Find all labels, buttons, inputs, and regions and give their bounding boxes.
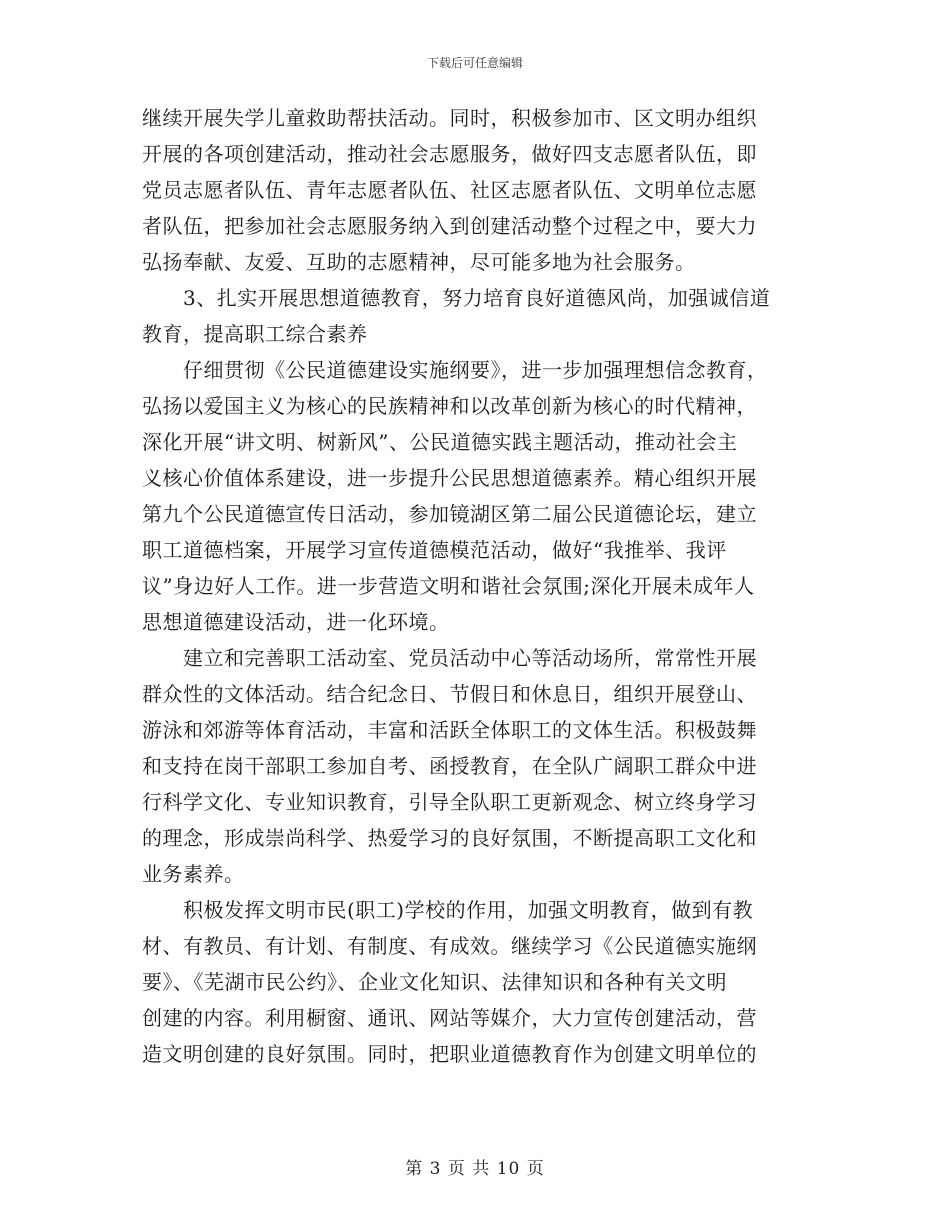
text-line: 3、扎实开展思想道德教育，努力培育良好道德风尚，加强诚信道 bbox=[142, 286, 771, 310]
text-line: 游泳和郊游等体育活动，丰富和活跃全体职工的文体生活。积极鼓舞 bbox=[142, 718, 757, 742]
text-line: 创建的内容。利用橱窗、通讯、网站等媒介，大力宣传创建活动，营 bbox=[142, 1006, 757, 1030]
text-line: 材、有教员、有计划、有制度、有成效。继续学习《公民道德实施纲 bbox=[142, 934, 757, 958]
text-line: 教育，提高职工综合素养 bbox=[142, 322, 368, 346]
text-line: 思想道德建设活动，进一化环境。 bbox=[142, 610, 450, 634]
header-note: 下载后可任意编辑 bbox=[426, 56, 523, 70]
text-line: 开展的各项创建活动，推动社会志愿服务，做好四支志愿者队伍，即 bbox=[142, 142, 757, 166]
text-line: 继续开展失学儿童救助帮扶活动。同时，积极参加市、区文明办组织 bbox=[142, 106, 757, 130]
text-line: 要》、《芜湖市民公约》、企业文化知识、法律知识和各种有关文明 bbox=[142, 970, 727, 994]
text-line: 群众性的文体活动。结合纪念日、节假日和休息日，组织开展登山、 bbox=[142, 682, 757, 706]
page-number-footer: 第 3 页 共 10 页 bbox=[405, 1159, 545, 1179]
text-line: 建立和完善职工活动室、党员活动中心等活动场所，常常性开展 bbox=[142, 646, 757, 670]
text-line: 议”身边好人工作。进一步营造文明和谐社会氛围;深化开展未成年人 bbox=[142, 574, 755, 598]
text-line: 造文明创建的良好氛围。同时，把职业道德教育作为创建文明单位的 bbox=[142, 1042, 757, 1066]
text-line: 深化开展“讲文明、树新风”、公民道德实践主题活动，推动社会主 bbox=[142, 430, 738, 454]
text-line: 职工道德档案，开展学习宣传道德模范活动，做好“我推举、我评 bbox=[142, 538, 727, 562]
text-line: 仔细贯彻《公民道德建设实施纲要》，进一步加强理想信念教育， bbox=[142, 358, 768, 382]
text-line: 第九个公民道德宣传日活动，参加镜湖区第二届公民道德论坛，建立 bbox=[142, 502, 757, 526]
text-line: 行科学文化、专业知识教育，引导全队职工更新观念、树立终身学习 bbox=[142, 790, 757, 814]
text-line: 积极发挥文明市民(职工)学校的作用，加强文明教育，做到有教 bbox=[142, 898, 754, 922]
text-line: 的理念，形成崇尚科学、热爱学习的良好氛围，不断提高职工文化和 bbox=[142, 826, 757, 850]
text-line: 和支持在岗干部职工参加自考、函授教育，在全队广阔职工群众中进 bbox=[142, 754, 757, 778]
body-text bbox=[142, 100, 810, 1072]
text-line: 弘扬奉献、友爱、互助的志愿精神，尽可能多地为社会服务。 bbox=[142, 250, 696, 274]
text-line: 党员志愿者队伍、青年志愿者队伍、社区志愿者队伍、文明单位志愿 bbox=[142, 178, 757, 202]
text-line: 业务素养。 bbox=[142, 862, 245, 886]
text-line: 义核心价值体系建设，进一步提升公民思想道德素养。精心组织开展 bbox=[142, 466, 757, 490]
text-line: 弘扬以爱国主义为核心的民族精神和以改革创新为核心的时代精神， bbox=[142, 394, 757, 418]
text-line: 者队伍，把参加社会志愿服务纳入到创建活动整个过程之中，要大力 bbox=[142, 214, 757, 238]
